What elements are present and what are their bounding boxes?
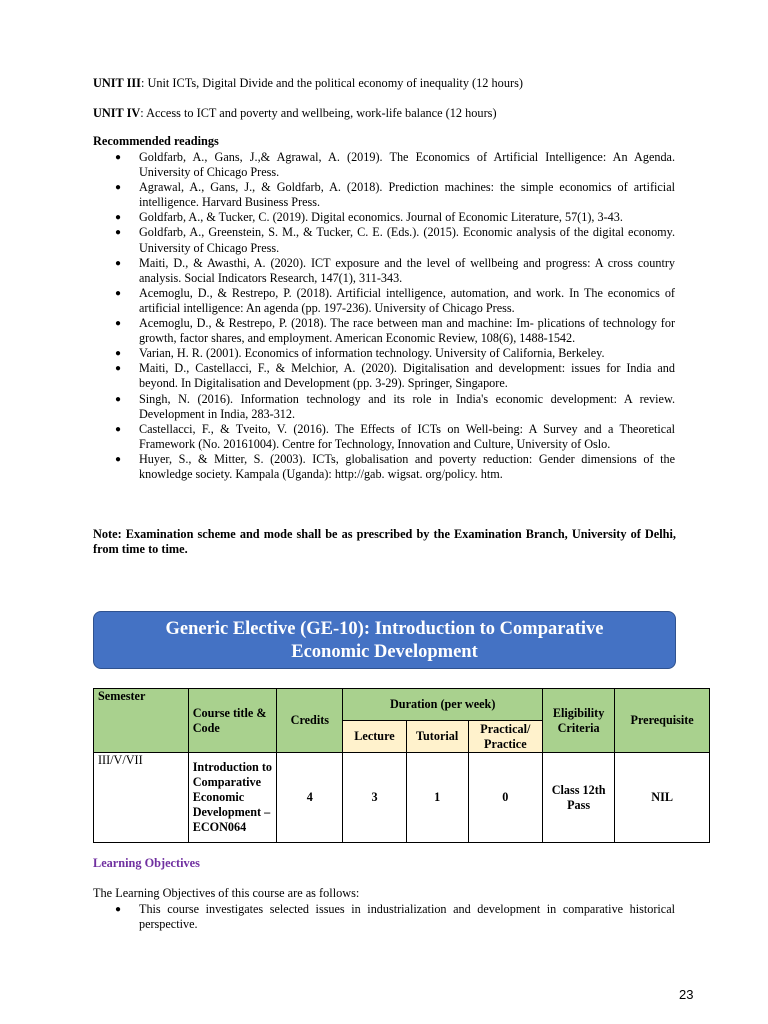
- list-item: [93, 225, 675, 255]
- unit-iii-text: : Unit ICTs, Digital Divide and the political economy of inequality (12 hours): [140, 76, 523, 90]
- bullet-icon: ●: [115, 453, 122, 465]
- bullet-icon: ●: [115, 152, 122, 163]
- semester-header: Semester: [94, 689, 189, 753]
- lecture-header: Lecture: [343, 721, 406, 753]
- tutorial-header: Tutorial: [406, 721, 468, 753]
- unit-iii-line: [93, 76, 523, 91]
- bullet-icon: ●: [115, 363, 122, 375]
- table-row: [94, 753, 710, 843]
- course-cell: Introduction to Comparative Economic Development – ECON064: [188, 753, 277, 843]
- reading-text: Acemoglu, D., & Restrepo, P. (2018). The race between man and machine: Im- plications of technology for growth, factor shares, and employment. American Economic Review, 108(6), 1488-1542.: [139, 316, 675, 346]
- bullet-icon: ●: [115, 227, 122, 239]
- banner-line-2: Economic Development: [291, 642, 478, 662]
- list-item: [93, 256, 675, 286]
- list-item: [93, 422, 675, 452]
- reading-text: Agrawal, A., Gans, J., & Goldfarb, A. (2018). Prediction machines: the simple economics of artificial intelligence. Harvard Business Press.: [139, 180, 675, 210]
- learning-objectives-intro: The Learning Objectives of this course are as follows:: [93, 886, 360, 900]
- reading-text: Singh, N. (2016). Information technology and its role in India's economic development: A review. Development in India, 283-312.: [139, 391, 675, 421]
- course-title-banner: [93, 611, 676, 669]
- readings-list: [93, 150, 675, 482]
- reading-text: Goldfarb, A., & Tucker, C. (2019). Digital economics. Journal of Economic Literature, 57(1), 3-43.: [139, 210, 623, 225]
- learning-objectives-heading: Learning Objectives: [93, 856, 200, 870]
- bullet-icon: ●: [115, 212, 122, 224]
- list-item: [93, 392, 675, 422]
- list-item: [93, 902, 675, 932]
- recommended-readings-heading: Recommended readings: [93, 134, 219, 148]
- semester-cell: III/V/VII: [94, 753, 189, 843]
- list-item: [93, 316, 675, 346]
- list-item: [93, 180, 675, 210]
- duration-header: Duration (per week): [343, 689, 543, 721]
- bullet-icon: ●: [115, 393, 122, 405]
- prerequisite-cell: NIL: [615, 753, 710, 843]
- reading-text: Castellacci, F., & Tveito, V. (2016). The Effects of ICTs on Well-being: A Survey and a Theoretical Framework (No. 20161004). Centre for Technology, Innovation and Culture, University of Oslo.: [139, 421, 675, 451]
- unit-iii-label: UNIT III: [93, 76, 141, 90]
- lecture-cell: 3: [343, 753, 406, 843]
- banner-line-1: Generic Elective (GE-10): Introduction to Comparative: [165, 619, 604, 639]
- reading-text: Goldfarb, A., Gans, J.,& Agrawal, A. (2019). The Economics of Artificial Intelligence: An Agenda. University of Chicago Press.: [139, 150, 675, 180]
- list-item: [93, 452, 675, 482]
- unit-iv-line: [93, 106, 497, 121]
- learning-objectives-list: [93, 902, 675, 932]
- practical-header: Practical/ Practice: [468, 721, 542, 753]
- eligibility-header: Eligibility Criteria: [542, 689, 614, 753]
- bullet-icon: ●: [115, 287, 122, 299]
- reading-text: Goldfarb, A., Greenstein, S. M., & Tucker, C. E. (Eds.). (2015). Economic analysis of the digital economy. University of Chicago Press.: [139, 225, 675, 255]
- prerequisite-header: Prerequisite: [615, 689, 710, 753]
- list-item: [93, 346, 675, 361]
- practical-cell: 0: [468, 753, 542, 843]
- page-number: 23: [679, 987, 694, 1002]
- bullet-icon: ●: [115, 182, 122, 194]
- reading-text: Acemoglu, D., & Restrepo, P. (2018). Artificial intelligence, automation, and work. In The economics of artificial intelligence: An agenda (pp. 197-236). University of Chicago Press.: [139, 285, 675, 315]
- reading-text: Huyer, S., & Mitter, S. (2003). ICTs, globalisation and poverty reduction: Gender dimensions of the knowledge society. Kampala (Uganda): http://gab. wigsat. org/policy. htm.: [139, 451, 675, 481]
- reading-text: Maiti, D., Castellacci, F., & Melchior, A. (2020). Digitalisation and development: issues for India and beyond. In Digitalisation and Development (pp. 3-29). Springer, Singapore.: [139, 361, 675, 391]
- list-item: [93, 150, 675, 180]
- bullet-icon: ●: [115, 904, 122, 915]
- list-item: [93, 361, 675, 391]
- credits-cell: 4: [277, 753, 343, 843]
- unit-iv-text: : Access to ICT and poverty and wellbeing, work-life balance (12 hours): [140, 106, 497, 120]
- bullet-icon: ●: [115, 257, 122, 269]
- list-item: [93, 286, 675, 316]
- bullet-icon: ●: [115, 423, 122, 435]
- credits-header: Credits: [277, 689, 343, 753]
- reading-text: Varian, H. R. (2001). Economics of information technology. University of California, Berkeley.: [139, 346, 605, 361]
- course-details-table: [93, 688, 710, 843]
- eligibility-cell: Class 12th Pass: [542, 753, 614, 843]
- reading-text: Maiti, D., & Awasthi, A. (2020). ICT exposure and the level of wellbeing and progress: A cross country analysis. Social Indicators Research, 147(1), 311-343.: [139, 255, 675, 285]
- course-title-header: Course title & Code: [188, 689, 277, 753]
- exam-note: Note: Examination scheme and mode shall be as prescribed by the Examination Branch, University of Delhi, from time to time.: [93, 527, 676, 556]
- bullet-icon: ●: [115, 318, 122, 330]
- objective-text: This course investigates selected issues in industrialization and development in comparative historical perspective.: [139, 902, 675, 932]
- unit-iv-label: UNIT IV: [93, 106, 141, 120]
- list-item: [93, 210, 675, 225]
- tutorial-cell: 1: [406, 753, 468, 843]
- bullet-icon: ●: [115, 348, 122, 360]
